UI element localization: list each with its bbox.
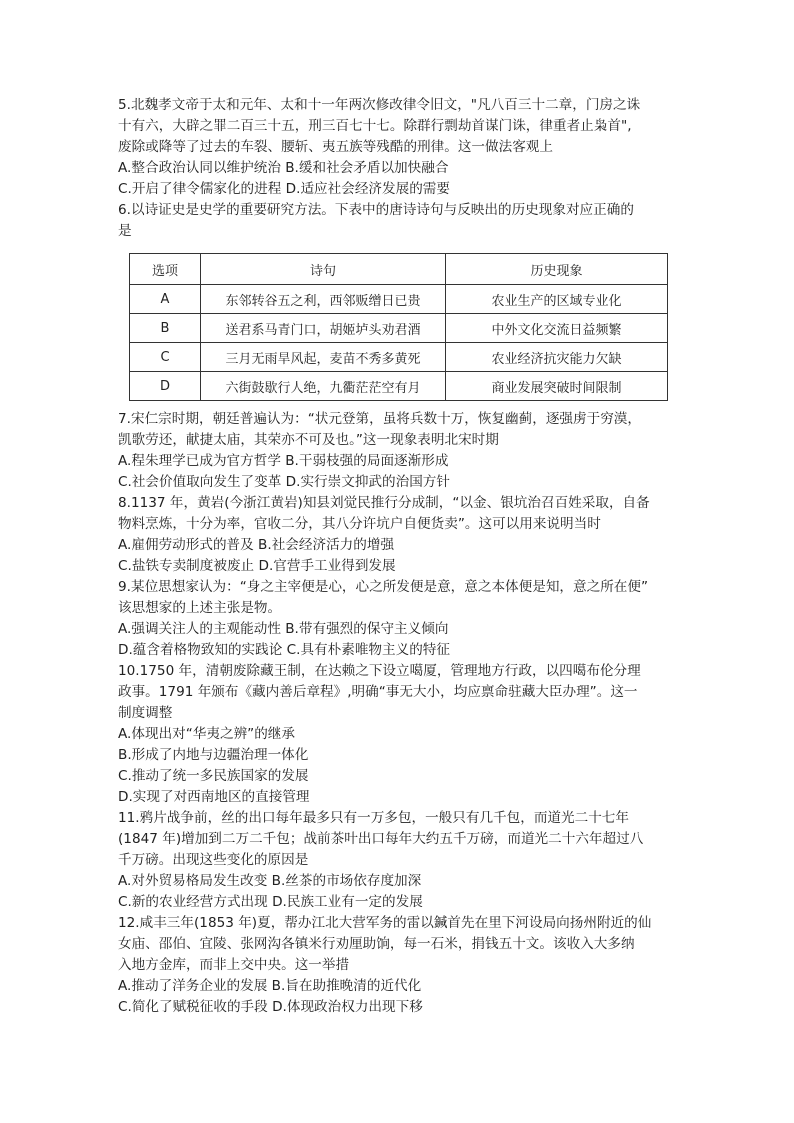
table-cell-poem: 六街鼓歇行人绝，九衢茫茫空有月 (201, 372, 446, 401)
q9-stem-line-2: 该思想家的上述主张是物。 (118, 600, 282, 616)
table-cell-phenomenon: 中外文化交流日益频繁 (446, 314, 668, 343)
q10-option-a: A.体现出对“华夷之辨”的继承 (118, 726, 295, 742)
q10-option-d: D.实现了对西南地区的直接管理 (118, 789, 310, 805)
q7-options-ab: A.程朱理学已成为官方哲学 B.干弱枝强的局面逐渐形成 (118, 453, 449, 469)
q11-options-ab: A.对外贸易格局发生改变 B.丝茶的市场依存度加深 (118, 873, 422, 889)
q5-options-ab: A.整合政治认同以维护统治 B.缓和社会矛盾以加快融合 (118, 160, 449, 176)
q8-options-ab: A.雇佣劳动形式的普及 B.社会经济活力的增强 (118, 537, 395, 553)
table-cell-option: D (130, 372, 201, 401)
q8-stem-line-2: 物料烹炼，十分为率，官收二分，其八分许坑户自便货卖”。这可以用来说明当时 (118, 516, 601, 532)
q10-option-c: C.推动了统一多民族国家的发展 (118, 768, 309, 784)
table-row (130, 343, 668, 372)
q5-stem-line-1: 5.北魏孝文帝于太和元年、太和十一年两次修改律令旧文，"凡八百三十二章，门房之诛 (118, 97, 641, 113)
q12-options-ab: A.推动了洋务企业的发展 B.旨在助推晚清的近代化 (118, 978, 422, 994)
table-cell-poem: 东邻转谷五之利，西邻贩缯日已贵 (201, 285, 446, 314)
table-header-row (130, 254, 668, 285)
table-row (130, 372, 668, 401)
q9-stem-line-1: 9.某位思想家认为：“身之主宰便是心，心之所发便是意，意之本体便是知，意之所在便” (118, 579, 649, 595)
table-row (130, 314, 668, 343)
q10-stem-line-1: 10.1750 年，清朝废除藏王制，在达赖之下设立噶厦，管理地方行政，以四噶布伦分理 (118, 663, 641, 679)
q12-stem-line-2: 女庙、邵伯、宜陵、张网沟各镇米行劝厘助饷，每一石米，捐钱五十文。该收入大多纳 (118, 936, 635, 952)
table-cell-poem: 三月无雨旱风起，麦苗不秀多黄死 (201, 343, 446, 372)
q11-stem-line-1: 11.鸦片战争前，丝的出口每年最多只有一万多包，一般只有几千包，而道光二十七年 (118, 810, 629, 826)
table-cell-option: A (130, 285, 201, 314)
q11-stem-line-2: (1847 年)增加到二万二千包；战前茶叶出口每年大约五千万磅，而道光二十六年超过八 (118, 831, 644, 847)
table-cell-phenomenon: 商业发展突破时间限制 (446, 372, 668, 401)
q10-stem-line-2: 政事。1791 年颁布《藏内善后章程》,明确“事无大小，均应禀命驻藏大臣办理”。这一 (118, 684, 638, 700)
q6-stem-line-2: 是 (118, 223, 132, 239)
q5-stem-line-3: 废除或降等了过去的车裂、腰斩、夷五族等残酷的刑律。这一做法客观上 (118, 139, 553, 155)
q12-options-cd: C.简化了赋税征收的手段 D.体现政治权力出现下移 (118, 999, 423, 1015)
q7-stem-line-1: 7.宋仁宗时期，朝廷普遍认为：“状元登第，虽将兵数十万，恢复幽蓟，逐强虏于穷漠， (118, 411, 641, 427)
q10-option-b: B.形成了内地与边疆治理一体化 (118, 747, 309, 763)
table-header-poem: 诗句 (201, 254, 446, 285)
q9-options-ab: A.强调关注人的主观能动性 B.带有强烈的保守主义倾向 (118, 621, 449, 637)
table-cell-poem: 送君系马青门口，胡姬垆头劝君酒 (201, 314, 446, 343)
q6-table (129, 253, 668, 401)
q5-stem-line-2: 十有六，大辟之罪二百三十五，刑三百七十七。除群行剽劫首谋门诛，律重者止枭首", (118, 118, 632, 134)
table-cell-phenomenon: 农业经济抗灾能力欠缺 (446, 343, 668, 372)
q11-stem-line-3: 千万磅。出现这些变化的原因是 (118, 852, 309, 868)
q11-options-cd: C.新的农业经营方式出现 D.民族工业有一定的发展 (118, 894, 423, 910)
table-header-phenomenon: 历史现象 (446, 254, 668, 285)
q7-options-cd: C.社会价值取向发生了变革 D.实行崇文抑武的治国方针 (118, 474, 450, 490)
q7-stem-line-2: 凯歌劳还，献捷太庙，其荣亦不可及也。”这一现象表明北宋时期 (118, 432, 499, 448)
table-cell-option: C (130, 343, 201, 372)
q10-stem-line-3: 制度调整 (118, 705, 173, 721)
q8-stem-line-1: 8.1137 年，黄岩(今浙江黄岩)知县刘觉民推行分成制，“以金、银坑治召百姓采取，自备 (118, 495, 650, 511)
q5-options-cd: C.开启了律令儒家化的进程 D.适应社会经济发展的需要 (118, 181, 450, 197)
table-header-option: 选项 (130, 254, 201, 285)
q9-options-dc: D.蕴含着格物致知的实践论 C.具有朴素唯物主义的特征 (118, 642, 450, 658)
q8-options-cd: C.盐铁专卖制度被废止 D.官营手工业得到发展 (118, 558, 396, 574)
table-row (130, 285, 668, 314)
table-cell-option: B (130, 314, 201, 343)
q6-stem-line-1: 6.以诗证史是史学的重要研究方法。下表中的唐诗诗句与反映出的历史现象对应正确的 (118, 202, 634, 218)
table-cell-phenomenon: 农业生产的区域专业化 (446, 285, 668, 314)
q12-stem-line-1: 12.咸丰三年(1853 年)夏，帮办江北大营军务的雷以鍼首先在里下河设局向扬州附近的仙 (118, 915, 652, 931)
q12-stem-line-3: 入地方金库，而非上交中央。这一举措 (118, 957, 350, 973)
